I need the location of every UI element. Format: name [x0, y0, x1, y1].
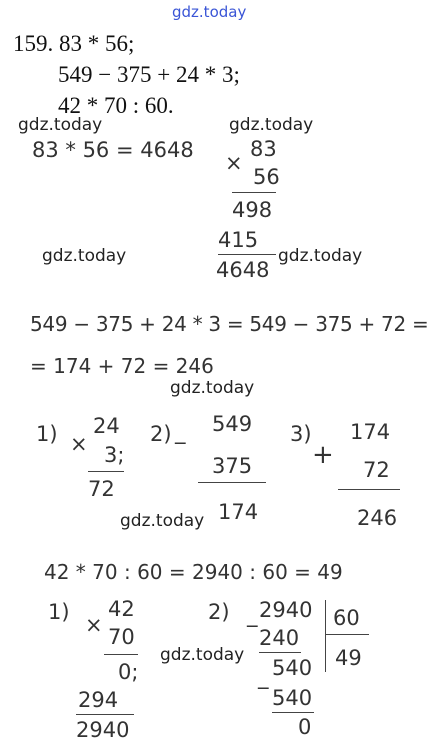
- step-number: 2): [208, 600, 230, 624]
- mult-result: 72: [88, 477, 115, 501]
- subtrahend-1: 240: [259, 626, 300, 650]
- divisor-rule: [325, 634, 369, 635]
- sub-result: 174: [218, 500, 259, 524]
- sub-bottom: 375: [212, 454, 253, 478]
- rule: [104, 654, 138, 655]
- minus-sign: _: [258, 665, 269, 689]
- rule: [272, 712, 314, 713]
- watermark: gdz.today: [172, 3, 247, 21]
- remainder-final: 0: [298, 715, 312, 739]
- equation-line-2: = 174 + 72 = 246: [30, 354, 214, 378]
- add-result: 246: [357, 506, 398, 530]
- rule: [88, 471, 124, 472]
- minus-sign: _: [175, 420, 186, 444]
- rule: [259, 652, 301, 653]
- watermark: gdz.today: [170, 378, 255, 398]
- partial-product-2: 415: [218, 228, 259, 252]
- equation-83x56: 83 * 56 = 4648: [32, 138, 194, 162]
- mult-top: 24: [93, 414, 120, 438]
- add-top: 174: [350, 420, 391, 444]
- product-result: 4648: [216, 258, 270, 282]
- mult-bottom: 56: [253, 165, 280, 189]
- watermark: gdz.today: [229, 115, 314, 135]
- watermark: gdz.today: [18, 115, 103, 135]
- task-line-2: 549 − 375 + 24 * 3;: [58, 62, 240, 87]
- rule: [338, 489, 400, 490]
- equation-line-1: 549 − 375 + 24 * 3 = 549 − 375 + 72 =: [30, 312, 428, 336]
- multiply-sign: ×: [70, 432, 88, 456]
- multiply-sign: ×: [85, 613, 103, 637]
- partial-product-2: 294: [78, 688, 119, 712]
- product-result: 2940: [76, 718, 130, 742]
- rule: [218, 254, 276, 255]
- watermark: gdz.today: [278, 246, 363, 266]
- minus-sign: _: [247, 603, 258, 627]
- rule: [76, 714, 134, 715]
- mult-bottom: 70: [108, 625, 135, 649]
- divisor: 60: [333, 606, 360, 630]
- mult-top: 83: [250, 137, 277, 161]
- step-number: 1): [36, 422, 58, 446]
- partial-product-1: 0;: [118, 660, 139, 684]
- equation-division: 42 * 70 : 60 = 2940 : 60 = 49: [44, 560, 343, 584]
- mult-bottom: 3;: [104, 443, 125, 467]
- task-line-1: 159. 83 * 56;: [13, 31, 135, 56]
- quotient: 49: [335, 646, 362, 670]
- add-bottom: 72: [363, 458, 390, 482]
- sub-top: 549: [212, 412, 253, 436]
- watermark: gdz.today: [160, 645, 245, 665]
- step-number: 2): [150, 422, 172, 446]
- step-number: 3): [290, 422, 312, 446]
- rule: [198, 482, 266, 483]
- mult-top: 42: [108, 597, 135, 621]
- step-number: 1): [48, 600, 70, 624]
- partial-product-1: 498: [232, 198, 273, 222]
- watermark: gdz.today: [42, 246, 127, 266]
- dividend: 2940: [259, 598, 313, 622]
- task-line-3: 42 * 70 : 60.: [58, 93, 174, 118]
- remainder-1: 540: [272, 656, 313, 680]
- plus-sign: +: [312, 440, 334, 470]
- rule: [232, 192, 276, 193]
- subtrahend-2: 540: [272, 686, 313, 710]
- division-bar: [325, 600, 326, 672]
- watermark: gdz.today: [120, 511, 205, 531]
- multiply-sign: ×: [225, 151, 243, 175]
